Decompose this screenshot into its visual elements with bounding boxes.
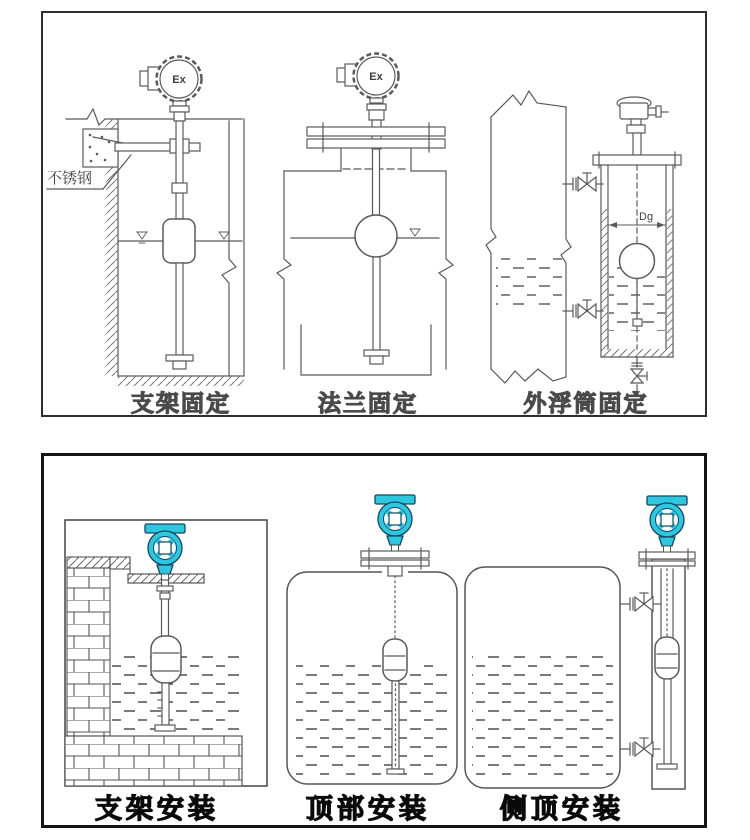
material-label: 不锈钢 [47, 170, 93, 187]
tank-liquid [496, 256, 562, 308]
caption-side-top-installation: 侧顶安装 [500, 794, 624, 824]
liquid [296, 658, 448, 778]
diagram-flange-fixing [277, 54, 453, 416]
top-panel-fixing-methods [41, 11, 707, 417]
transmitter-head-ex [140, 57, 202, 122]
diagram-top-installation [287, 495, 457, 824]
transmitter-head-ex [337, 54, 399, 121]
liquid [472, 656, 613, 782]
process-tank [486, 91, 571, 383]
tank-wall [222, 119, 244, 376]
diagram-external-chamber-fixing [486, 91, 681, 415]
flange [307, 120, 445, 152]
caption-top-installation: 顶部安装 [306, 794, 430, 824]
caption-bracket-installation: 支架安装 [95, 794, 219, 824]
brick-platform [65, 736, 242, 786]
diagram-side-top-installation [465, 496, 695, 824]
dg-label: Dg [639, 211, 654, 223]
ex-marking: Ex [172, 74, 186, 86]
fixing-methods-drawing [43, 13, 705, 415]
bottom-panel-installation-methods [41, 453, 707, 828]
caption-flange-fixing: 法兰固定 [318, 390, 418, 415]
upper-isolation-valve [563, 173, 603, 191]
ex-marking: Ex [369, 71, 383, 83]
chamber-transmitter [617, 97, 668, 155]
float-and-rod [291, 149, 439, 364]
tank-neck [388, 565, 402, 576]
diagram-bracket-fixing [47, 57, 244, 416]
caption-external-chamber-fixing: 外浮筒固定 [523, 390, 649, 415]
float-and-rod [118, 121, 242, 369]
caption-bracket-fixing: 支架固定 [131, 390, 231, 415]
lower-isolation-valve [563, 300, 603, 318]
installation-methods-drawing [44, 456, 704, 825]
diagram-bracket-installation [65, 520, 267, 824]
tank [277, 148, 453, 375]
transmitter-head [375, 495, 415, 551]
transmitter-head [647, 496, 687, 552]
